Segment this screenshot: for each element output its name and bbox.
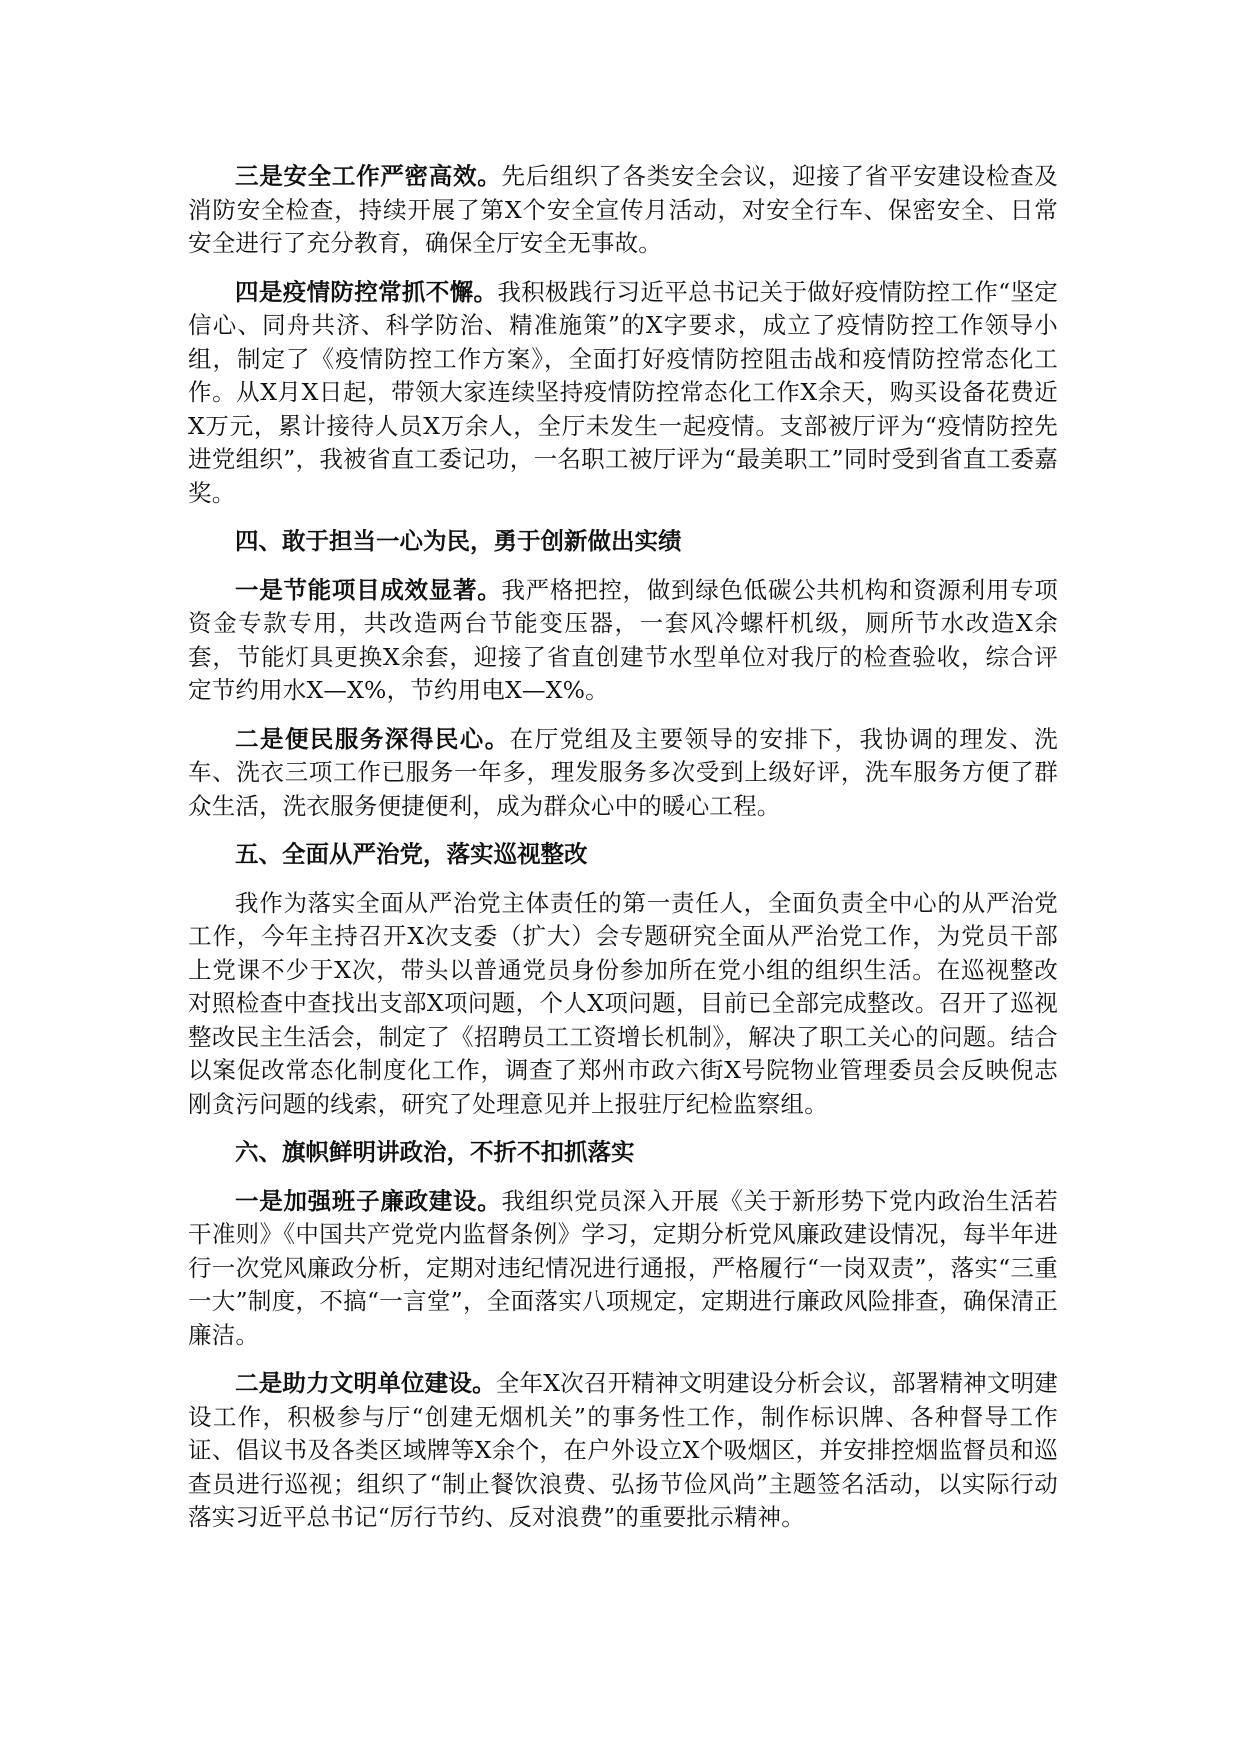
paragraph-lead: 一是加强班子廉政建设。 — [235, 1186, 502, 1215]
paragraph-text: 在厅党组及主要领导的安排下，我协调的理发、洗车、洗衣三项工作已服务一年多，理发服务多次受到上级好评，洗车服务方便了群众生活，洗衣服务便捷便利，成为群众心中的暖心工程。 — [188, 724, 1058, 820]
paragraph-epidemic — [188, 276, 1058, 511]
paragraph-party-discipline — [188, 887, 1058, 1122]
section-heading-5: 五、全面从严治党，落实巡视整改 — [235, 840, 588, 868]
paragraph-lead: 三是安全工作严密高效。 — [235, 162, 502, 190]
paragraph-energy — [188, 574, 1058, 708]
paragraph-text: 先后组织了各类安全会议，迎接了省平安建设检查及消防安全检查，持续开展了第X个安全宣传月活动，对安全行车、保密安全、日常安全进行了充分教育，确保全厅安全无事故。 — [188, 162, 1058, 257]
document-page — [188, 160, 1058, 1550]
paragraph-lead: 二是便民服务深得民心。 — [235, 724, 510, 753]
section-heading-6: 六、旗帜鲜明讲政治，不折不扣抓落实 — [235, 1138, 635, 1166]
paragraph-text: 我作为落实全面从严治党主体责任的第一责任人，全面负责全中心的从严治党工作，今年主持召开X次支委（扩大）会专题研究全面从严治党工作，为党员干部上党课不少于X次，带头以普通党员身份参加所在党小组的组织生活。在巡视整改对照检查中查找出支部X项问题，个人X项问题，目前已全部完成整改。召开了巡视整改民主生活会，制定了《招聘员工工资增长机制》，解决了职工关心的问题。结合以案促改常态化制度化工作，调查了郑州市政六街X号院物业管理委员会反映倪志刚贪污问题的线索，研究了处理意见并上报驻厅纪检监察组。 — [188, 888, 1058, 1118]
paragraph-lead: 四是疫情防控常抓不懈。 — [235, 277, 498, 306]
paragraph-lead: 一是节能项目成效显著。 — [235, 575, 502, 604]
paragraph-text: 我严格把控，做到绿色低碳公共机构和资源利用专项资金专款专用，共改造两台节能变压器，一套风冷螺杆机级，厕所节水改造X余套，节能灯具更换X余套，迎接了省直创建节水型单位对我厅的检查验收，综合评定节约用水X—X%，节约用电X—X%。 — [188, 575, 1058, 704]
paragraph-text: 我组织党员深入开展《关于新形势下党内政治生活若干准则》《中国共产党党内监督条例》学习，定期分析党风廉政建设情况，每半年进行一次党风廉政分析，定期对违纪情况进行通报，严格履行“一岗双责”，落实“三重一大”制度，不搞“一言堂”，全面落实八项规定，定期进行廉政风险排查，确保清正廉洁。 — [188, 1186, 1058, 1349]
paragraph-service — [188, 723, 1058, 824]
paragraph-text: 我积极践行习近平总书记关于做好疫情防控工作“坚定信心、同舟共济、科学防治、精准施策”的X字要求，成立了疫情防控工作领导小组，制定了《疫情防控工作方案》，全面打好疫情防控阻击战和疫情防控常态化工作。从X月X日起，带领大家连续坚持疫情防控常态化工作X余天，购买设备花费近X万元，累计接待人员X万余人，全厅未发生一起疫情。支部被厅评为“疫情防控先进党组织”，我被省直工委记功，一名职工被厅评为“最美职工”同时受到省直工委嘉奖。 — [188, 277, 1058, 507]
paragraph-civilization — [188, 1367, 1058, 1535]
paragraph-safety — [188, 160, 1058, 261]
paragraph-text: 全年X次召开精神文明建设分析会议，部署精神文明建设工作，积极参与厅“创建无烟机关”的事务性工作，制作标识牌、各种督导工作证、倡议书及各类区域牌等X余个，在户外设立X个吸烟区，并安排控烟监督员和巡查员进行巡视；组织了“制止餐饮浪费、弘扬节俭风尚”主题签名活动，以实际行动落实习近平总书记“厉行节约、反对浪费”的重要批示精神。 — [188, 1369, 1059, 1531]
paragraph-integrity — [188, 1185, 1058, 1353]
paragraph-lead: 二是助力文明单位建设。 — [235, 1369, 496, 1397]
section-heading-4: 四、敢于担当一心为民，勇于创新做出实绩 — [235, 527, 682, 555]
